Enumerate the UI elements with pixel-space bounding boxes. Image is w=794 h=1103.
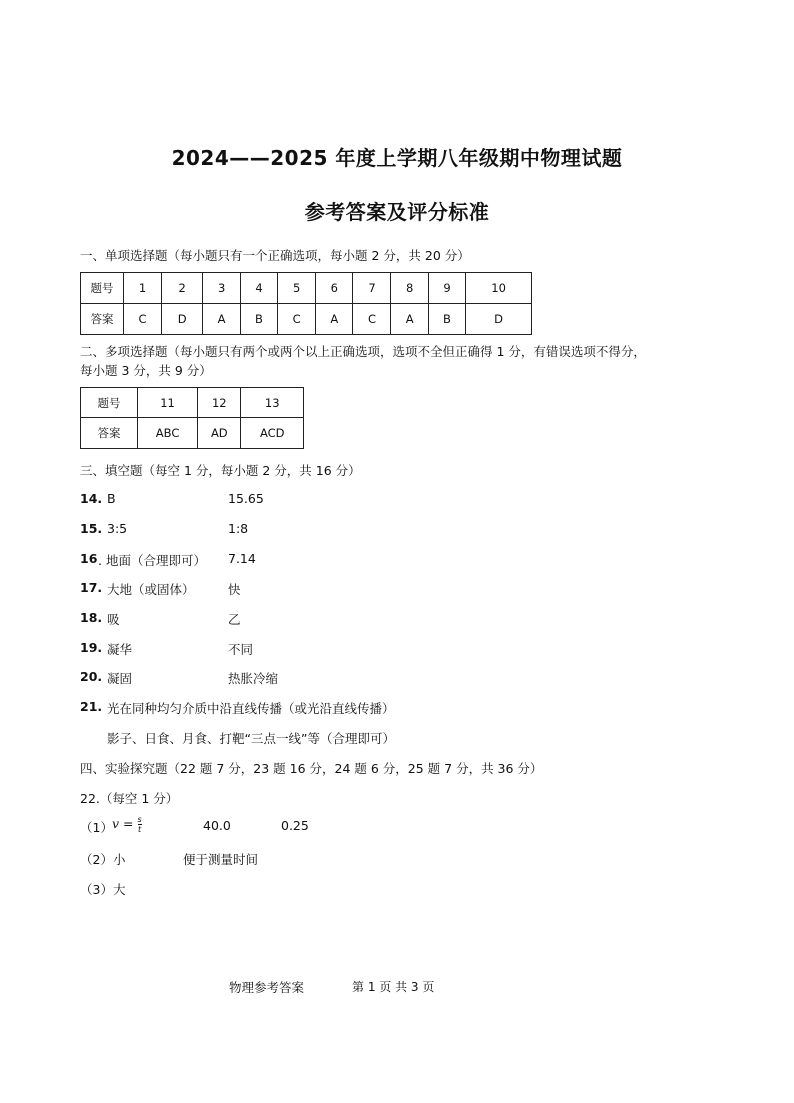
question-number: 12 bbox=[198, 388, 241, 418]
answer-cell: C bbox=[278, 304, 316, 335]
blank-answer: 3:5 bbox=[107, 521, 128, 536]
row-label-question: 题号 bbox=[81, 273, 124, 304]
answer-cell: A bbox=[391, 304, 428, 335]
question-number: 10 bbox=[466, 273, 532, 304]
section1-heading: 一、单项选择题（每小题只有一个正确选项，每小题 2 分，共 20 分） bbox=[80, 248, 470, 263]
blank-answer: 40.0 bbox=[203, 818, 231, 833]
question-number: 4 bbox=[240, 273, 277, 304]
blank-answer: 凝华 bbox=[107, 642, 133, 657]
question-number: 7 bbox=[353, 273, 391, 304]
question-number: 11 bbox=[138, 388, 198, 418]
blank-answer: 15.65 bbox=[228, 491, 264, 506]
sub-question-label: （3）大 bbox=[80, 882, 126, 897]
item-number: 14. bbox=[80, 491, 103, 506]
footer-page-number: 第 1 页 共 3 页 bbox=[352, 980, 435, 994]
blank-answer: . 地面（合理即可） bbox=[98, 553, 206, 568]
answer-cell: C bbox=[124, 304, 162, 335]
formula-fraction bbox=[138, 815, 142, 834]
row-label-answer: 答案 bbox=[81, 304, 124, 335]
answer-cell: D bbox=[466, 304, 532, 335]
item-number: 16 bbox=[80, 551, 98, 566]
blank-answer: 凝固 bbox=[107, 671, 133, 686]
section2-heading-line2: 每小题 3 分，共 9 分） bbox=[80, 363, 212, 378]
blank-answer: 便于测量时间 bbox=[183, 852, 259, 867]
question-number: 3 bbox=[203, 273, 240, 304]
row-label-answer: 答案 bbox=[81, 418, 138, 449]
multi-choice-answer-table bbox=[80, 387, 304, 449]
blank-answer: 热胀冷缩 bbox=[228, 671, 279, 686]
blank-answer: 乙 bbox=[228, 612, 241, 627]
answer-cell: A bbox=[203, 304, 240, 335]
answer-cell: C bbox=[353, 304, 391, 335]
question-number: 1 bbox=[124, 273, 162, 304]
blank-answer: 光在同种均匀介质中沿直线传播（或光沿直线传播） bbox=[107, 701, 395, 716]
question-number: 2 bbox=[161, 273, 202, 304]
blank-answer: 7.14 bbox=[228, 551, 256, 566]
question-number: 13 bbox=[241, 388, 304, 418]
answer-cell: ABC bbox=[138, 418, 198, 449]
question-number: 8 bbox=[391, 273, 428, 304]
answer-cell: B bbox=[240, 304, 277, 335]
item-number: 19. bbox=[80, 640, 103, 655]
answer-cell: AD bbox=[198, 418, 241, 449]
item-number: 18. bbox=[80, 610, 103, 625]
blank-answer: 大地（或固体） bbox=[107, 582, 195, 597]
blank-answer: 吸 bbox=[107, 612, 120, 627]
row-label-question: 题号 bbox=[81, 388, 138, 418]
single-choice-answer-table bbox=[80, 272, 532, 335]
item-number: 15. bbox=[80, 521, 103, 536]
sub-question-label: （2）小 bbox=[80, 852, 126, 867]
answer-cell: D bbox=[161, 304, 202, 335]
answer-cell: A bbox=[316, 304, 353, 335]
question-number: 9 bbox=[428, 273, 465, 304]
answer-cell: B bbox=[428, 304, 465, 335]
section4-heading: 四、实验探究题（22 题 7 分，23 题 16 分，24 题 6 分，25 题 7 分，共 36 分） bbox=[80, 761, 543, 776]
page-subtitle: 参考答案及评分标准 bbox=[304, 200, 490, 224]
item-number: 21. bbox=[80, 699, 103, 714]
blank-answer: 1:8 bbox=[228, 521, 249, 536]
formula-numerator: s bbox=[137, 815, 142, 824]
speed-formula bbox=[112, 815, 142, 834]
page-title: 2024——2025 年度上学期八年级期中物理试题 bbox=[171, 146, 623, 170]
blank-answer: 不同 bbox=[228, 642, 254, 657]
blank-answer: 影子、日食、月食、打靶“三点一线”等（合理即可） bbox=[107, 731, 395, 746]
section3-heading: 三、填空题（每空 1 分，每小题 2 分，共 16 分） bbox=[80, 463, 361, 478]
footer-doc-name: 物理参考答案 bbox=[229, 980, 305, 995]
question-number: 6 bbox=[316, 273, 353, 304]
item-number: 20. bbox=[80, 669, 103, 684]
section2-heading-line1: 二、多项选择题（每小题只有两个或两个以上正确选项，选项不全但正确得 1 分，有错误选项不得分， bbox=[80, 344, 646, 359]
item-number: 17. bbox=[80, 580, 103, 595]
blank-answer: 快 bbox=[228, 582, 241, 597]
sub-question-label: （1） bbox=[80, 820, 113, 835]
question-22-label: 22.（每空 1 分） bbox=[80, 791, 179, 806]
formula-lhs: v = bbox=[112, 816, 134, 831]
blank-answer: B bbox=[107, 491, 116, 506]
answer-cell: ACD bbox=[241, 418, 304, 449]
formula-denominator: t bbox=[138, 825, 142, 834]
blank-answer: 0.25 bbox=[281, 818, 309, 833]
question-number: 5 bbox=[278, 273, 316, 304]
